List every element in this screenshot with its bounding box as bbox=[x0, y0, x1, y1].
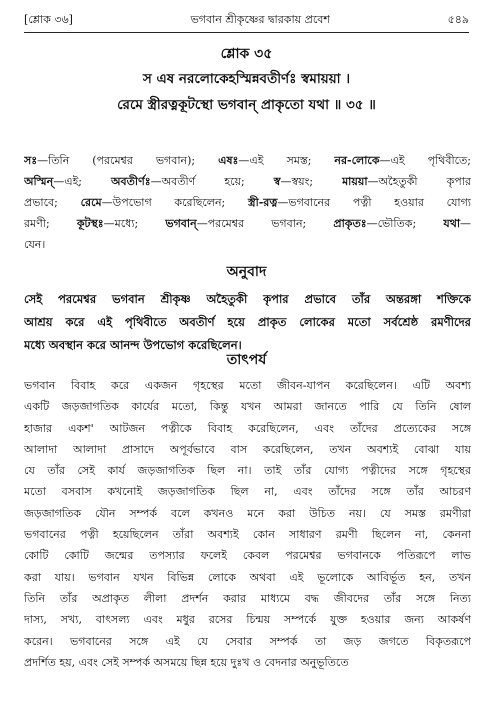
term-meaning: রমণী; bbox=[24, 217, 77, 230]
term-meaning: —মধ্যে; bbox=[103, 217, 166, 230]
purport-line: দাস্য, সখ্য, বাৎসল্য এবং মধুর রসের চিন্ময় সম্পর্কে যুক্ত হওয়ার জন্য আকর্ষণ bbox=[24, 613, 471, 627]
synonym-line bbox=[24, 213, 471, 234]
term-meaning: —পরমেশ্বর ভগবান; bbox=[196, 217, 334, 230]
translation-line: মধ্যে অবস্থান করে আনন্দ উপভোগ করেছিলেন। bbox=[24, 338, 242, 352]
term-meaning: —এই পৃথিবীতে; bbox=[379, 154, 471, 167]
translation-text bbox=[24, 288, 471, 357]
running-header bbox=[24, 10, 469, 30]
verse-number: শ্লোক ৩৫ bbox=[220, 46, 273, 62]
purport-text bbox=[24, 375, 471, 673]
purport-line: ভগবান বিবাহ করে একজন গৃহস্থের মতো জীবন-যাপন করেছিলেন। এটি অবশ্য bbox=[24, 379, 471, 392]
synonym-line bbox=[24, 234, 471, 255]
page-number: ৫৪৯ bbox=[447, 12, 469, 26]
purport-line: প্রদর্শিত হয়, এবং সেই সম্পর্ক অসময়ে ছিন্ন হয়ে দুঃখ ও বেদনার অনুভূতিতে bbox=[24, 655, 349, 669]
purport-line: একটি জড়জাগতিক কার্যের মতো, কিন্তু যখন আমরা জানতে পারি যে তিনি ষোল bbox=[24, 400, 471, 414]
synonym-line bbox=[24, 192, 471, 213]
term-meaning: — bbox=[460, 217, 471, 230]
term-meaning: —ভৌতিক; bbox=[366, 217, 444, 230]
term-meaning: —তিনি (পরমেশ্বর ভগবান); bbox=[37, 154, 219, 167]
synonym-line bbox=[24, 150, 471, 171]
purport-line: মতো বসবাস কখনোই জড়জাগতিক ছিল না, এবং তাঁদের সঙ্গে তাঁর আচরণ bbox=[24, 485, 471, 499]
sanskrit-term: অবতীর্ণঃ bbox=[111, 175, 151, 188]
sanskrit-term: সঃ bbox=[24, 154, 38, 167]
sanskrit-term: নর-লোকে bbox=[334, 154, 380, 167]
translation-line: সেই পরমেশ্বর ভগবান শ্রীকৃষ্ণ অহৈতুকী কৃপার প্রভাবে তাঁর অন্তরঙ্গা শক্তিকে bbox=[24, 292, 471, 306]
purport-line: যে তাঁর সেই কার্য জড়জাগতিক ছিল না। তাই তাঁর যোগ্য পত্নীদের সঙ্গে গৃহস্থের bbox=[24, 464, 471, 478]
translation-heading: অনুবাদ bbox=[226, 264, 267, 280]
term-meaning: —অহৈতুকী কৃপার bbox=[367, 175, 471, 188]
purport-line: জড়জাগতিক যৌন সম্পর্ক বলে কখনও মনে করা উচিত নয়। যে সমস্ত রমণীরা bbox=[24, 506, 471, 520]
purport-line: হাজার একশ' আটজন পত্নীকে বিবাহ করেছিলেন, এবং তাঁদের প্রত্যেকের সঙ্গে bbox=[24, 421, 471, 435]
sanskrit-term: রেমে bbox=[80, 196, 102, 209]
term-meaning: —অবতীর্ণ হয়ে; bbox=[150, 175, 274, 188]
term-meaning: যেন। bbox=[24, 238, 46, 251]
sanskrit-term: ভগবান্ bbox=[165, 217, 197, 230]
verse-line: রেমে স্ত্রীরত্নকূটস্থো ভগবান্ প্রাকৃতো যথা ॥ ৩৫ ॥ bbox=[117, 97, 376, 113]
term-meaning: —উপভোগ করেছিলেন; bbox=[101, 196, 248, 209]
purport-line: করা যায়। ভগবান যখন বিভিন্ন লোকে অথবা এই ভূলোকে আবির্ভূত হন, তখন bbox=[24, 570, 471, 584]
purport-line: ভগবানের পত্নী হয়েছিলেন তাঁরা অবশ্যই কোন সাধারণ রমণী ছিলেন না, কেননা bbox=[24, 528, 471, 542]
sanskrit-term: এষঃ bbox=[218, 154, 239, 167]
term-meaning: প্রভাবে; bbox=[24, 196, 81, 209]
sanskrit-term: মায়য়া bbox=[342, 175, 368, 188]
term-meaning: —ভগবানের পত্নী হওয়ার যোগ্য bbox=[277, 196, 471, 209]
term-meaning: —এই সমস্ত; bbox=[238, 154, 335, 167]
purport-line: আলাদা আলাদা প্রাসাদে অপূর্বভাবে বাস করেছিলেন, তখন অবশ্যই বোঝা যায় bbox=[24, 442, 471, 456]
sanskrit-term: প্রাকৃতঃ bbox=[333, 217, 367, 230]
sanskrit-term: অস্মিন্ bbox=[24, 175, 54, 188]
synonym-line bbox=[24, 171, 471, 192]
sanskrit-term: যথা bbox=[443, 217, 461, 230]
translation-line: আশ্রয় করে এই পৃথিবীতে অবতীর্ণ হয়ে প্রাকৃত লোকের মতো সর্বশ্রেষ্ঠ রমণীদের bbox=[24, 315, 471, 329]
term-meaning: —এই; bbox=[53, 175, 112, 188]
purport-line: কোটি কোটি জন্মের তপস্যার ফলেই কেবল পরমেশ্বর ভগবানকে পতিরূপে লাভ bbox=[24, 549, 471, 563]
header-chapter-title: ভগবান শ্রীকৃষ্ণের দ্বারকায় প্রবেশ bbox=[190, 12, 330, 26]
term-meaning: —স্বয়ং; bbox=[280, 175, 343, 188]
verse-line: স এষ নরলোকেহস্মিন্নবতীর্ণঃ স্বমায়য়া । bbox=[142, 71, 351, 87]
purport-heading: তাৎপর্য bbox=[226, 352, 267, 368]
purport-line: করেন। ভগবানের সঙ্গে এই যে সেবার সম্পর্ক তা জড় জগতে বিকৃতরূপে bbox=[24, 634, 471, 648]
sanskrit-term: কূটস্থঃ bbox=[76, 217, 104, 230]
sanskrit-term: স্ত্রী-রত্ন bbox=[248, 196, 278, 209]
header-divider bbox=[24, 32, 469, 33]
purport-line: তিনি তাঁর অপ্রাকৃত লীলা প্রদর্শন করার মাধ্যমে বদ্ধ জীবদের তাঁর সঙ্গে নিত্য bbox=[24, 591, 471, 605]
word-for-word-synonyms bbox=[24, 150, 471, 255]
header-verse-ref: [শ্লোক ৩৬] bbox=[24, 12, 73, 26]
sanskrit-term: স্ব bbox=[273, 175, 281, 188]
